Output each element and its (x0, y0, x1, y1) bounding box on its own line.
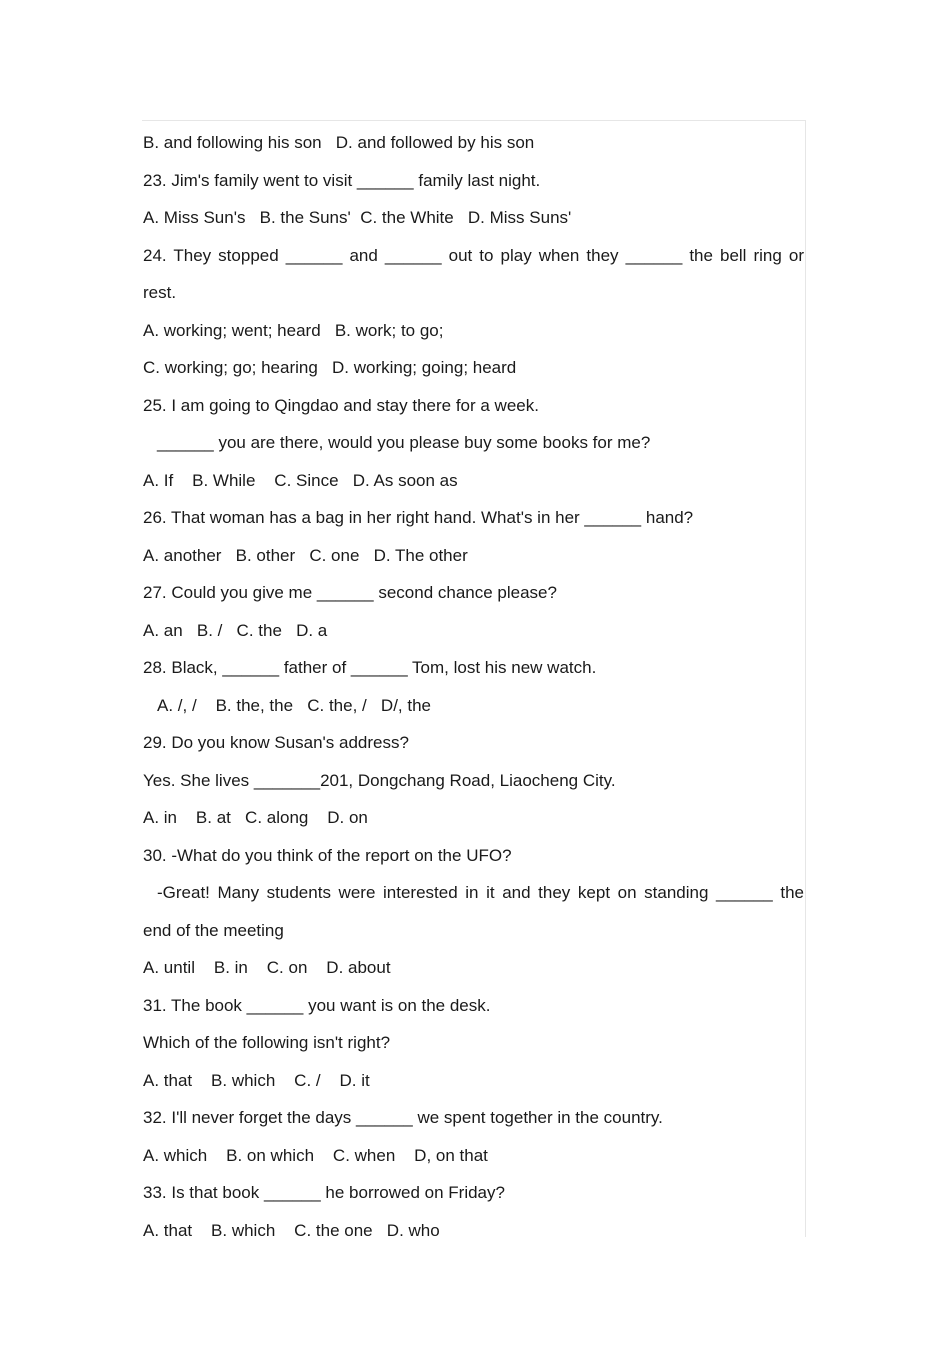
options-28: A. /, / B. the, the C. the, / D/, the (157, 695, 432, 715)
options-26: A. another B. other C. one D. The other (143, 545, 468, 565)
options-33: A. that B. which C. the one D. who (143, 1220, 440, 1240)
question-30-continued: end of the meeting (143, 920, 284, 940)
options-23: A. Miss Sun's B. the Suns' C. the White D. Miss Suns' (143, 208, 572, 227)
options-31: A. that B. which C. / D. it (143, 1070, 370, 1090)
question-30: 30. -What do you think of the report on the UFO? (143, 845, 512, 865)
question-24-continued: rest. (143, 283, 177, 302)
option-line-22: B. and following his son D. and followed by his son (143, 133, 535, 152)
question-26: 26. That woman has a bag in her right hand. What's in her ______ hand? (143, 508, 694, 527)
question-25: 25. I am going to Qingdao and stay there for a week. (143, 395, 539, 415)
options-29: A. in B. at C. along D. on (143, 808, 368, 827)
question-28: 28. Black, ______ father of ______ Tom, lost his new watch. (143, 658, 597, 677)
options-24-a-b: A. working; went; heard B. work; to go; (143, 320, 444, 340)
options-24-c-d: C. working; go; hearing D. working; going; heard (143, 358, 517, 377)
question-30-response: -Great! Many students were interested in it and they kept on standing ______ the (157, 883, 804, 902)
question-29-continued: Yes. She lives _______201, Dongchang Road, Liaocheng City. (143, 770, 616, 790)
document-body (143, 124, 807, 1249)
options-30: A. until B. in C. on D. about (143, 958, 391, 977)
question-31: 31. The book ______ you want is on the desk. (143, 995, 491, 1015)
question-23: 23. Jim's family went to visit ______ family last night. (143, 170, 541, 190)
question-31-prompt: Which of the following isn't right? (143, 1033, 391, 1052)
question-29: 29. Do you know Susan's address? (143, 733, 409, 752)
options-32: A. which B. on which C. when D, on that (143, 1145, 488, 1165)
question-24: 24. They stopped ______ and ______ out to play when they ______ the bell ring or (143, 245, 804, 265)
question-27: 27. Could you give me ______ second chance please? (143, 583, 557, 602)
options-27: A. an B. / C. the D. a (143, 620, 328, 640)
options-25: A. If B. While C. Since D. As soon as (143, 470, 458, 490)
question-32: 32. I'll never forget the days ______ we spent together in the country. (143, 1108, 663, 1127)
question-25-continued: ______ you are there, would you please buy some books for me? (157, 433, 651, 452)
question-33: 33. Is that book ______ he borrowed on Friday? (143, 1183, 505, 1202)
